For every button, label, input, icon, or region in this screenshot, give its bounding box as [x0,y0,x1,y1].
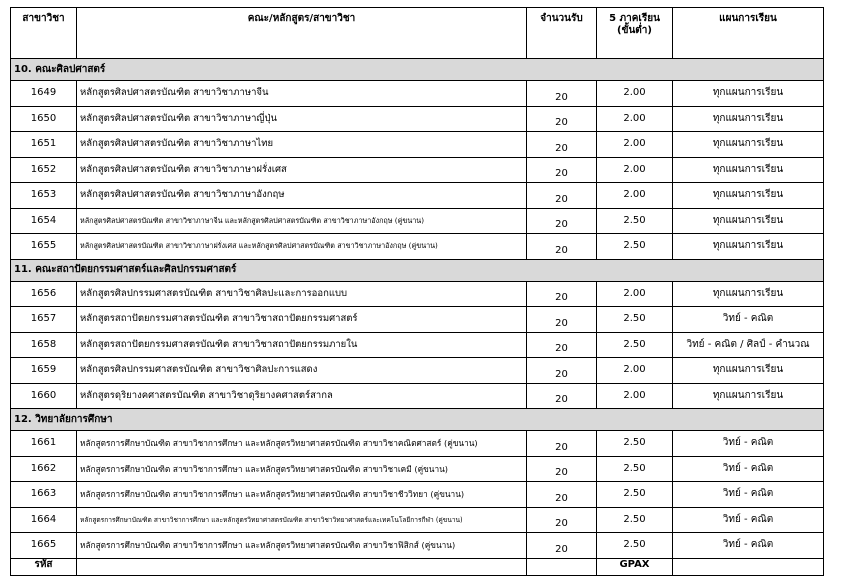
program-name-cell: หลักสูตรศิลปศาสตรบัณฑิต สาขาวิชาภาษาฝรั่งเศส [77,157,527,183]
code-cell: 1663 [11,482,77,508]
study-plan-cell: ทุกแผนการเรียน [673,358,824,384]
program-name-cell: หลักสูตรศิลปกรรมศาสตรบัณฑิต สาขาวิชาศิลปะการแสดง [77,358,527,384]
quota-cell: 20 [527,332,597,358]
program-name-cell: หลักสูตรศิลปศาสตรบัณฑิต สาขาวิชาภาษาอังกฤษ [77,183,527,209]
program-name-cell: หลักสูตรสถาปัตยกรรมศาสตรบัณฑิต สาขาวิชาสถาปัตยกรรมศาสตร์ [77,307,527,333]
quota-cell: 20 [527,431,597,457]
program-name-cell: หลักสูตรการศึกษาบัณฑิต สาขาวิชาการศึกษา และหลักสูตรวิทยาศาสตรบัณฑิต สาขาวิชาคณิตศาสตร์ (คู่ขนาน) [77,431,527,457]
min-gpa-cell: 2.00 [597,358,673,384]
study-plan-cell: ทุกแผนการเรียน [673,234,824,260]
section-title: 12. วิทยาลัยการศึกษา [11,409,824,431]
footer-empty [673,558,824,575]
program-name-cell: หลักสูตรการศึกษาบัณฑิต สาขาวิชาการศึกษา และหลักสูตรวิทยาศาสตรบัณฑิต สาขาวิชาฟิสิกส์ (คู่ขนาน) [77,533,527,559]
table-row [11,106,824,132]
min-gpa-cell: 2.00 [597,157,673,183]
table-row [11,431,824,457]
section-title: 10. คณะศิลปศาสตร์ [11,59,824,81]
quota-cell: 20 [527,106,597,132]
table-row [11,482,824,508]
program-name-cell: หลักสูตรศิลปกรรมศาสตรบัณฑิต สาขาวิชาศิลปะและการออกแบบ [77,281,527,307]
code-cell: 1659 [11,358,77,384]
quota-cell: 20 [527,208,597,234]
program-name-cell: หลักสูตรดุริยางคศาสตรบัณฑิต สาขาวิชาดุริยางคศาสตร์สากล [77,383,527,409]
min-gpa-cell: 2.50 [597,332,673,358]
code-cell: 1649 [11,81,77,107]
header-code: สาขาวิชา [11,8,77,59]
quota-cell: 20 [527,358,597,384]
study-plan-cell: ทุกแผนการเรียน [673,132,824,158]
code-cell: 1651 [11,132,77,158]
min-gpa-cell: 2.00 [597,106,673,132]
study-plan-cell: วิทย์ - คณิต [673,507,824,533]
footer-gpa: GPAX [597,558,673,575]
study-plan-cell: วิทย์ - คณิต / ศิลป์ - คำนวณ [673,332,824,358]
header-gpa [597,8,673,59]
table-row [11,307,824,333]
min-gpa-cell: 2.00 [597,383,673,409]
program-name-cell: หลักสูตรการศึกษาบัณฑิต สาขาวิชาการศึกษา และหลักสูตรวิทยาศาสตรบัณฑิต สาขาวิชาวิทยาศาสตร์และเทคโนโลยีการกีฬา (คู่ขนาน) [77,507,527,533]
min-gpa-cell: 2.00 [597,81,673,107]
study-plan-cell: ทุกแผนการเรียน [673,81,824,107]
quota-cell: 20 [527,234,597,260]
admission-table [10,7,824,576]
header-gpa-line1: 5 ภาคเรียน [609,13,660,24]
table-row [11,533,824,559]
min-gpa-cell: 2.50 [597,208,673,234]
study-plan-cell: วิทย์ - คณิต [673,307,824,333]
section-header-row [11,59,824,81]
min-gpa-cell: 2.50 [597,482,673,508]
quota-cell: 20 [527,183,597,209]
footer-empty [77,558,527,575]
min-gpa-cell: 2.50 [597,507,673,533]
program-name-cell: หลักสูตรสถาปัตยกรรมศาสตรบัณฑิต สาขาวิชาสถาปัตยกรรมภายใน [77,332,527,358]
study-plan-cell: วิทย์ - คณิต [673,456,824,482]
min-gpa-cell: 2.50 [597,234,673,260]
study-plan-cell: วิทย์ - คณิต [673,482,824,508]
table-row [11,157,824,183]
code-cell: 1658 [11,332,77,358]
table-row [11,234,824,260]
quota-cell: 20 [527,507,597,533]
table-row [11,281,824,307]
program-name-cell: หลักสูตรศิลปศาสตรบัณฑิต สาขาวิชาภาษาจีน และหลักสูตรศิลปศาสตรบัณฑิต สาขาวิชาภาษาอังกฤษ (คู่ขนาน) [77,208,527,234]
program-name-cell: หลักสูตรศิลปศาสตรบัณฑิต สาขาวิชาภาษาจีน [77,81,527,107]
header-plan: แผนการเรียน [673,8,824,59]
study-plan-cell: ทุกแผนการเรียน [673,383,824,409]
min-gpa-cell: 2.00 [597,132,673,158]
table-row [11,383,824,409]
program-name-cell: หลักสูตรการศึกษาบัณฑิต สาขาวิชาการศึกษา และหลักสูตรวิทยาศาสตรบัณฑิต สาขาวิชาเคมี (คู่ขนาน) [77,456,527,482]
table-row [11,183,824,209]
table-row [11,358,824,384]
header-program: คณะ/หลักสูตร/สาขาวิชา [77,8,527,59]
admission-table-container [10,7,824,576]
study-plan-cell: ทุกแผนการเรียน [673,183,824,209]
code-cell: 1654 [11,208,77,234]
table-header-row [11,8,824,59]
study-plan-cell: ทุกแผนการเรียน [673,208,824,234]
footer-empty [527,558,597,575]
quota-cell: 20 [527,281,597,307]
table-row [11,332,824,358]
code-cell: 1660 [11,383,77,409]
min-gpa-cell: 2.00 [597,183,673,209]
quota-cell: 20 [527,307,597,333]
program-name-cell: หลักสูตรการศึกษาบัณฑิต สาขาวิชาการศึกษา และหลักสูตรวิทยาศาสตรบัณฑิต สาขาวิชาชีววิทยา (คู่ขนาน) [77,482,527,508]
table-row [11,456,824,482]
code-cell: 1652 [11,157,77,183]
code-cell: 1653 [11,183,77,209]
code-cell: 1657 [11,307,77,333]
min-gpa-cell: 2.50 [597,533,673,559]
code-cell: 1661 [11,431,77,457]
min-gpa-cell: 2.50 [597,456,673,482]
min-gpa-cell: 2.50 [597,307,673,333]
study-plan-cell: ทุกแผนการเรียน [673,106,824,132]
code-cell: 1662 [11,456,77,482]
table-row [11,507,824,533]
quota-cell: 20 [527,81,597,107]
quota-cell: 20 [527,383,597,409]
quota-cell: 20 [527,456,597,482]
footer-code: รหัส [11,558,77,575]
code-cell: 1650 [11,106,77,132]
header-gpa-line2: (ขั้นต่ำ) [617,25,652,36]
quota-cell: 20 [527,157,597,183]
study-plan-cell: ทุกแผนการเรียน [673,281,824,307]
study-plan-cell: วิทย์ - คณิต [673,431,824,457]
quota-cell: 20 [527,533,597,559]
table-row [11,208,824,234]
min-gpa-cell: 2.00 [597,281,673,307]
code-cell: 1656 [11,281,77,307]
table-body [11,59,824,559]
code-cell: 1665 [11,533,77,559]
table-row [11,81,824,107]
quota-cell: 20 [527,132,597,158]
section-header-row [11,409,824,431]
study-plan-cell: วิทย์ - คณิต [673,533,824,559]
section-header-row [11,259,824,281]
footer-row [11,558,824,575]
min-gpa-cell: 2.50 [597,431,673,457]
program-name-cell: หลักสูตรศิลปศาสตรบัณฑิต สาขาวิชาภาษาไทย [77,132,527,158]
header-quota: จำนวนรับ [527,8,597,59]
table-row [11,132,824,158]
code-cell: 1664 [11,507,77,533]
section-title: 11. คณะสถาปัตยกรรมศาสตร์และศิลปกรรมศาสตร์ [11,259,824,281]
program-name-cell: หลักสูตรศิลปศาสตรบัณฑิต สาขาวิชาภาษาฝรั่งเศส และหลักสูตรศิลปศาสตรบัณฑิต สาขาวิชาภาษาอังกฤษ (คู่ขนาน) [77,234,527,260]
program-name-cell: หลักสูตรศิลปศาสตรบัณฑิต สาขาวิชาภาษาญี่ปุ่น [77,106,527,132]
code-cell: 1655 [11,234,77,260]
study-plan-cell: ทุกแผนการเรียน [673,157,824,183]
quota-cell: 20 [527,482,597,508]
